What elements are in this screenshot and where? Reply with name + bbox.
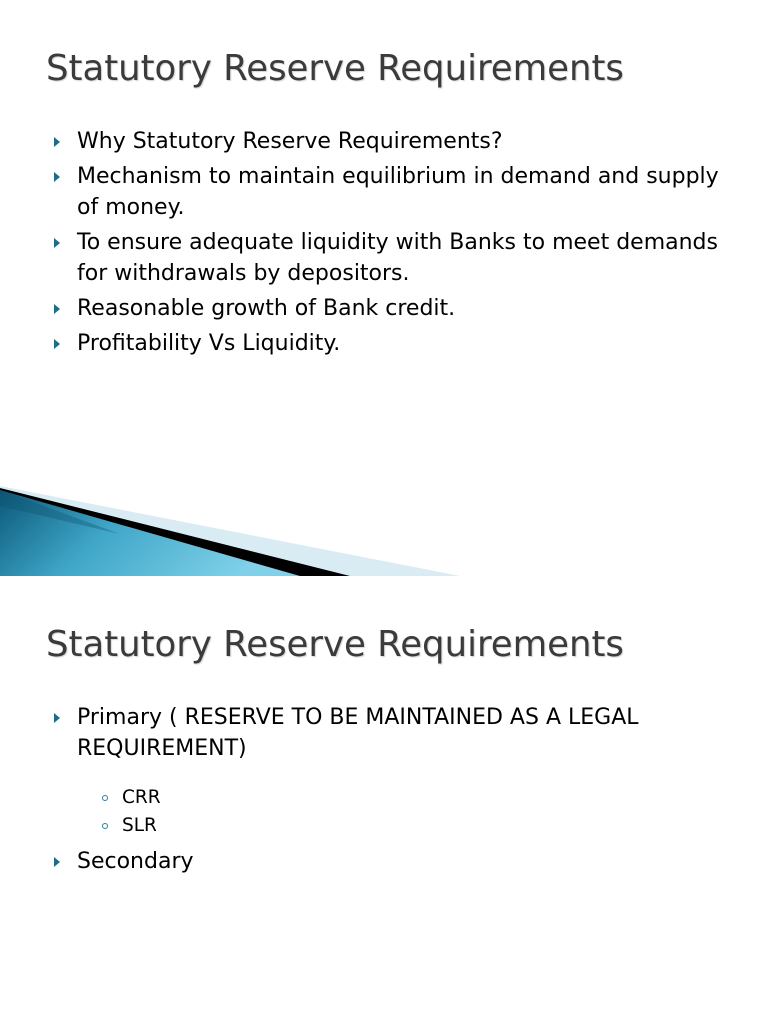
bullet-text: Profitability Vs Liquidity.	[77, 331, 341, 356]
bullet-item	[54, 846, 734, 877]
bullet-item	[54, 702, 734, 840]
bullet-text: Secondary	[77, 849, 194, 874]
bullet-arrow-icon	[54, 339, 60, 349]
bullet-item	[54, 227, 734, 289]
bullet-list	[54, 702, 734, 881]
sub-bullet-ring-icon	[102, 795, 108, 801]
bullet-text: Why Statutory Reserve Requirements?	[77, 129, 503, 154]
sub-item-text: SLR	[122, 815, 157, 836]
bullet-arrow-icon	[54, 172, 60, 182]
bullet-text: To ensure adequate liquidity with Banks to meet demands for withdrawals by depositors.	[77, 230, 718, 286]
bullet-item	[54, 293, 734, 324]
bullet-text: Mechanism to maintain equilibrium in demand and supply of money.	[77, 164, 719, 220]
bullet-item	[54, 328, 734, 359]
bullet-arrow-icon	[54, 713, 60, 723]
bullet-item	[54, 161, 734, 223]
slide-decoration	[0, 476, 768, 576]
sub-item-text: CRR	[122, 787, 161, 808]
sub-item	[77, 812, 734, 840]
slide-title: Statutory Reserve Requirements	[46, 48, 624, 89]
bullet-arrow-icon	[54, 304, 60, 314]
sub-item	[77, 784, 734, 812]
bullet-list	[54, 126, 734, 363]
bullet-arrow-icon	[54, 857, 60, 867]
bullet-text: Reasonable growth of Bank credit.	[77, 296, 456, 321]
bullet-item	[54, 126, 734, 157]
sub-list	[77, 784, 734, 840]
bullet-arrow-icon	[54, 238, 60, 248]
sub-bullet-ring-icon	[102, 823, 108, 829]
bullet-text: Primary ( RESERVE TO BE MAINTAINED AS A LEGAL REQUIREMENT)	[77, 705, 639, 761]
slide-2	[0, 576, 768, 1024]
slide-title: Statutory Reserve Requirements	[46, 624, 624, 665]
bullet-arrow-icon	[54, 137, 60, 147]
